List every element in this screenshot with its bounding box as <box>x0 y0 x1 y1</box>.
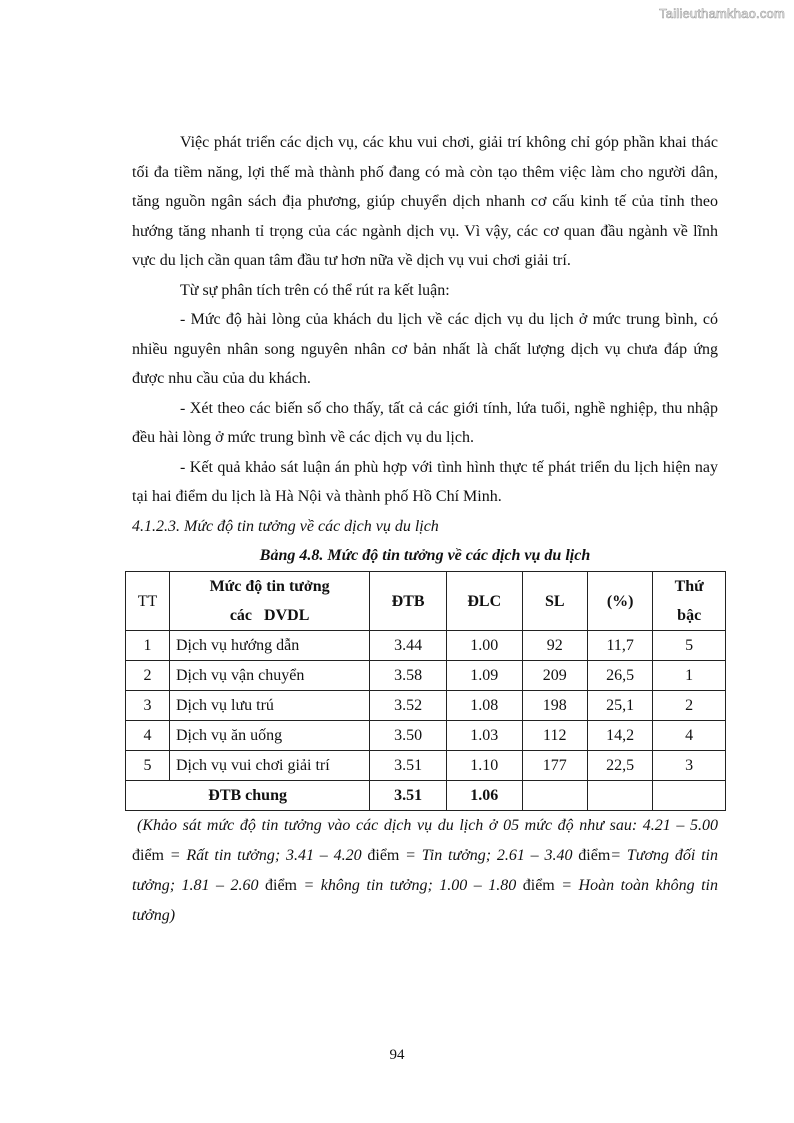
cell-tt: 5 <box>126 751 170 781</box>
cell-pct: 26,5 <box>587 661 652 691</box>
cell-item: Dịch vụ vận chuyển <box>169 661 369 691</box>
cell-pct: 14,2 <box>587 721 652 751</box>
cell-dtb: 3.52 <box>370 691 447 721</box>
table-row <box>126 691 726 721</box>
cell-dlc: 1.10 <box>446 751 522 781</box>
cell-tt: 2 <box>126 661 170 691</box>
table-header-row <box>126 572 726 631</box>
note-unit: điểm <box>132 847 164 864</box>
cell-tt: 3 <box>126 691 170 721</box>
cell-rank: 2 <box>653 691 726 721</box>
note-unit: điểm <box>367 847 400 864</box>
header-rank-line1: Thứ <box>674 578 704 595</box>
cell-sl: 112 <box>522 721 587 751</box>
body-paragraph: - Mức độ hài lòng của khách du lịch về các dịch vụ du lịch ở mức trung bình, có nhiều nguyên nhân song nguyên nhân cơ bản nhất là chất lượng dịch vụ chưa đáp ứng được nhu cầu của du khách. <box>132 311 718 387</box>
note-text: = Tin tưởng; 2.61 – 3.40 <box>399 847 579 864</box>
total-empty-cell <box>587 781 652 811</box>
cell-sl: 198 <box>522 691 587 721</box>
cell-rank: 1 <box>653 661 726 691</box>
cell-item: Dịch vụ ăn uống <box>169 721 369 751</box>
header-item-line1: Mức độ tin tưởng <box>209 578 330 595</box>
cell-dtb: 3.44 <box>370 631 447 661</box>
cell-dlc: 1.08 <box>446 691 522 721</box>
header-sl: SL <box>522 572 587 631</box>
header-rank-line2: bậc <box>677 607 702 624</box>
note-text: = Tương đối tin tưởng; 1.81 – 2.60 <box>132 847 719 894</box>
trust-level-table <box>125 571 726 811</box>
cell-dtb: 3.51 <box>370 751 447 781</box>
table-row <box>126 631 726 661</box>
cell-pct: 11,7 <box>587 631 652 661</box>
cell-rank: 3 <box>653 751 726 781</box>
note-text: = Hoàn toàn không tin tưởng) <box>132 877 718 924</box>
cell-dtb: 3.50 <box>370 721 447 751</box>
note-text: = không tin tưởng; 1.00 – 1.80 <box>297 877 523 894</box>
header-tt: TT <box>126 572 170 631</box>
cell-item: Dịch vụ hướng dẫn <box>169 631 369 661</box>
page-number: 94 <box>389 1047 405 1063</box>
table-note <box>132 811 718 931</box>
section-heading: 4.1.2.3. Mức độ tin tưởng về các dịch vụ du lịch <box>132 517 439 535</box>
note-unit: điểm <box>522 877 555 894</box>
cell-sl: 177 <box>522 751 587 781</box>
table-total-row <box>126 781 726 811</box>
header-rank <box>653 572 726 631</box>
total-dlc: 1.06 <box>446 781 522 811</box>
header-pct: (%) <box>587 572 652 631</box>
total-dtb: 3.51 <box>370 781 447 811</box>
page-content <box>132 128 718 931</box>
cell-dlc: 1.00 <box>446 631 522 661</box>
cell-tt: 4 <box>126 721 170 751</box>
cell-rank: 5 <box>653 631 726 661</box>
header-item <box>169 572 369 631</box>
watermark-text: Tailieuthamkhao.com <box>659 6 785 21</box>
table-row <box>126 721 726 751</box>
cell-dtb: 3.58 <box>370 661 447 691</box>
cell-sl: 209 <box>522 661 587 691</box>
header-dlc: ĐLC <box>446 572 522 631</box>
table-row <box>126 661 726 691</box>
body-paragraph: - Kết quả khảo sát luận án phù hợp với tình hình thực tế phát triển du lịch hiện nay tại hai điểm du lịch là Hà Nội và thành phố Hồ Chí Minh. <box>132 458 718 505</box>
total-empty-cell <box>522 781 587 811</box>
body-paragraph: Việc phát triển các dịch vụ, các khu vui chơi, giải trí không chỉ góp phần khai thác tối đa tiềm năng, lợi thế mà thành phố đang có mà còn tạo thêm việc làm cho người dân, tăng nguồn ngân sách địa phương, giúp chuyển dịch nhanh cơ cấu kinh tế của tỉnh theo hướng tăng nhanh tỉ trọng của các ngành dịch vụ. Vì vậy, các cơ quan đầu ngành về lĩnh vực du lịch cần quan tâm đầu tư hơn nữa về dịch vụ vui chơi giải trí. <box>132 134 718 269</box>
header-item-line2: các DVDL <box>229 607 310 624</box>
table-caption: Bảng 4.8. Mức độ tin tưởng về các dịch vụ du lịch <box>259 547 591 564</box>
note-text: = Rất tin tưởng; 3.41 – 4.20 <box>164 847 368 864</box>
cell-tt: 1 <box>126 631 170 661</box>
cell-sl: 92 <box>522 631 587 661</box>
total-label: ĐTB chung <box>126 781 370 811</box>
note-unit: điểm <box>578 847 611 864</box>
cell-dlc: 1.03 <box>446 721 522 751</box>
cell-dlc: 1.09 <box>446 661 522 691</box>
cell-rank: 4 <box>653 721 726 751</box>
cell-pct: 22,5 <box>587 751 652 781</box>
table-row <box>126 751 726 781</box>
header-dtb: ĐTB <box>370 572 447 631</box>
total-empty-cell <box>653 781 726 811</box>
cell-item: Dịch vụ lưu trú <box>169 691 369 721</box>
cell-item: Dịch vụ vui chơi giải trí <box>169 751 369 781</box>
cell-pct: 25,1 <box>587 691 652 721</box>
body-paragraph: Từ sự phân tích trên có thể rút ra kết luận: <box>180 281 450 299</box>
note-unit: điểm <box>265 877 297 894</box>
body-paragraph: - Xét theo các biến số cho thấy, tất cả các giới tính, lứa tuổi, nghề nghiệp, thu nhập đều hài lòng ở mức trung bình về các dịch vụ du lịch. <box>132 399 718 446</box>
note-text: (Khảo sát mức độ tin tưởng vào các dịch vụ du lịch ở 05 mức độ như sau: 4.21 – 5.00 <box>137 817 718 834</box>
